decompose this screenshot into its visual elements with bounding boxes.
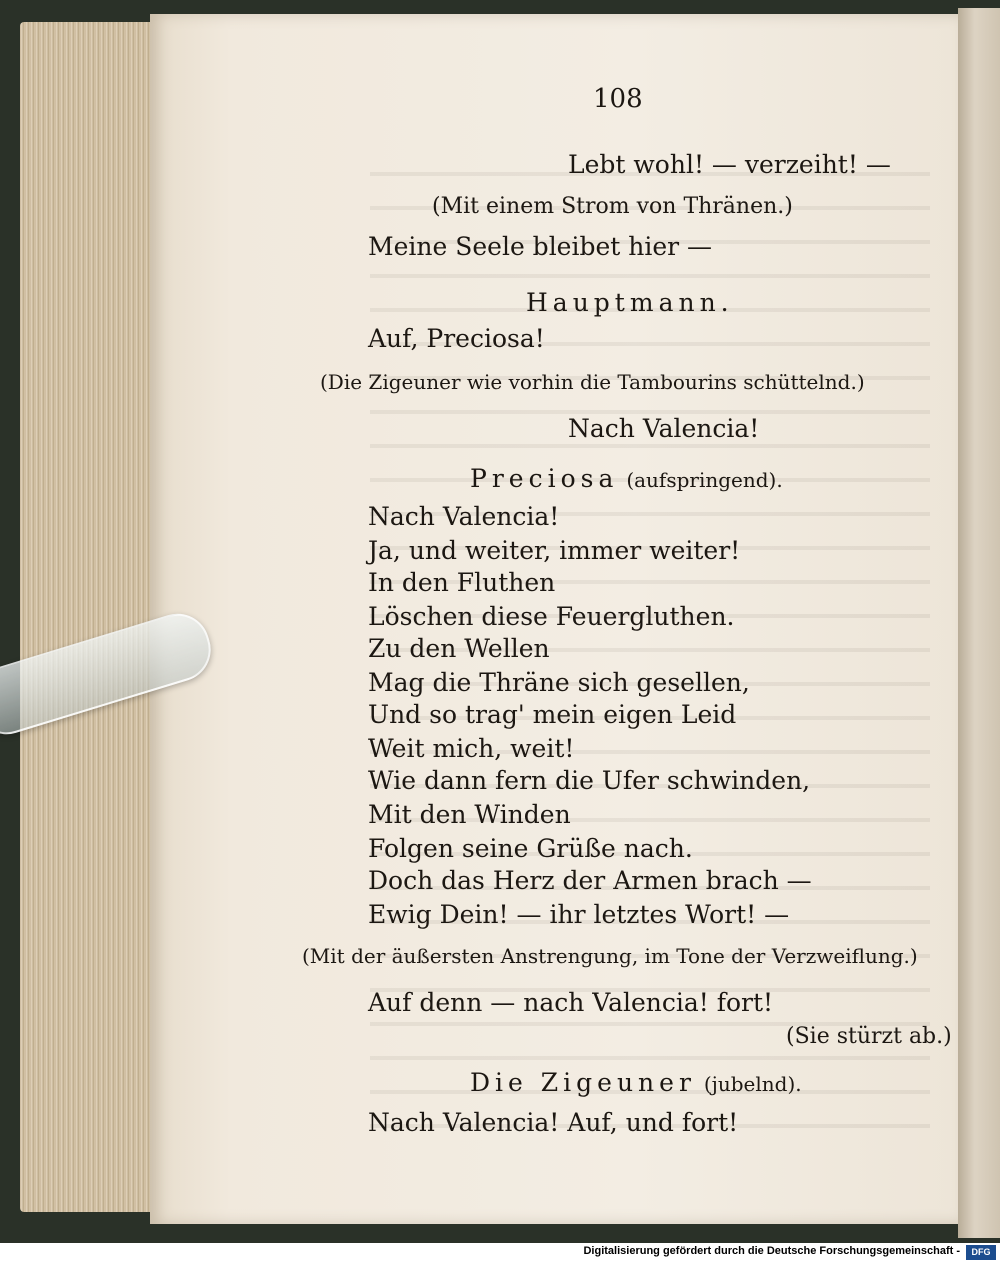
stage-direction: (Mit einem Strom von Thränen.) xyxy=(432,194,793,219)
verse-line: Zu den Wellen xyxy=(368,634,550,663)
stage-direction: (Sie stürzt ab.) xyxy=(786,1024,952,1049)
verse-line: Auf denn — nach Valencia! fort! xyxy=(368,988,774,1017)
stage-direction: (aufspringend). xyxy=(626,468,783,492)
speaker-name: Preciosa xyxy=(470,464,619,493)
verse-line: Auf, Preciosa! xyxy=(368,324,545,353)
footer-credit: Digitalisierung gefördert durch die Deutsche Forschungsgemeinschaft - xyxy=(583,1245,960,1257)
verse-line: Meine Seele bleibet hier — xyxy=(368,232,713,261)
footer-bar xyxy=(0,1243,1000,1263)
verse-line: Lebt wohl! — verzeiht! — xyxy=(568,150,891,179)
verse-line: Ja, und weiter, immer weiter! xyxy=(368,536,741,565)
dfg-logo: DFG xyxy=(966,1245,996,1260)
speaker-line xyxy=(470,464,783,493)
facing-page-edge xyxy=(958,8,1000,1238)
stage-direction: (jubelnd). xyxy=(703,1072,802,1096)
page-number: 108 xyxy=(593,84,643,114)
verse-line: Mit den Winden xyxy=(368,800,571,829)
stage-direction: (Mit der äußersten Anstrengung, im Tone der Verzweiflung.) xyxy=(302,944,918,968)
verse-line: Und so trag' mein eigen Leid xyxy=(368,700,737,729)
verse-line: Folgen seine Grüße nach. xyxy=(368,834,693,863)
verse-line: Weit mich, weit! xyxy=(368,734,575,763)
verse-line: Nach Valencia! xyxy=(568,414,760,443)
verse-line: Nach Valencia! Auf, und fort! xyxy=(368,1108,739,1137)
stage-direction: (Die Zigeuner wie vorhin die Tambourins schüttelnd.) xyxy=(320,370,865,394)
verse-line: Wie dann fern die Ufer schwinden, xyxy=(368,766,811,795)
speaker-name: Hauptmann. xyxy=(526,288,734,317)
speaker-name: Die Zigeuner xyxy=(470,1068,696,1097)
verse-line: Löschen diese Feuergluthen. xyxy=(368,602,735,631)
page-edges xyxy=(20,22,170,1212)
verse-line: Mag die Thräne sich gesellen, xyxy=(368,668,750,697)
verse-line: Ewig Dein! — ihr letztes Wort! — xyxy=(368,900,790,929)
verse-line: In den Fluthen xyxy=(368,568,556,597)
verse-line: Nach Valencia! xyxy=(368,502,560,531)
verse-line: Doch das Herz der Armen brach — xyxy=(368,866,812,895)
speaker-line xyxy=(470,1068,802,1097)
